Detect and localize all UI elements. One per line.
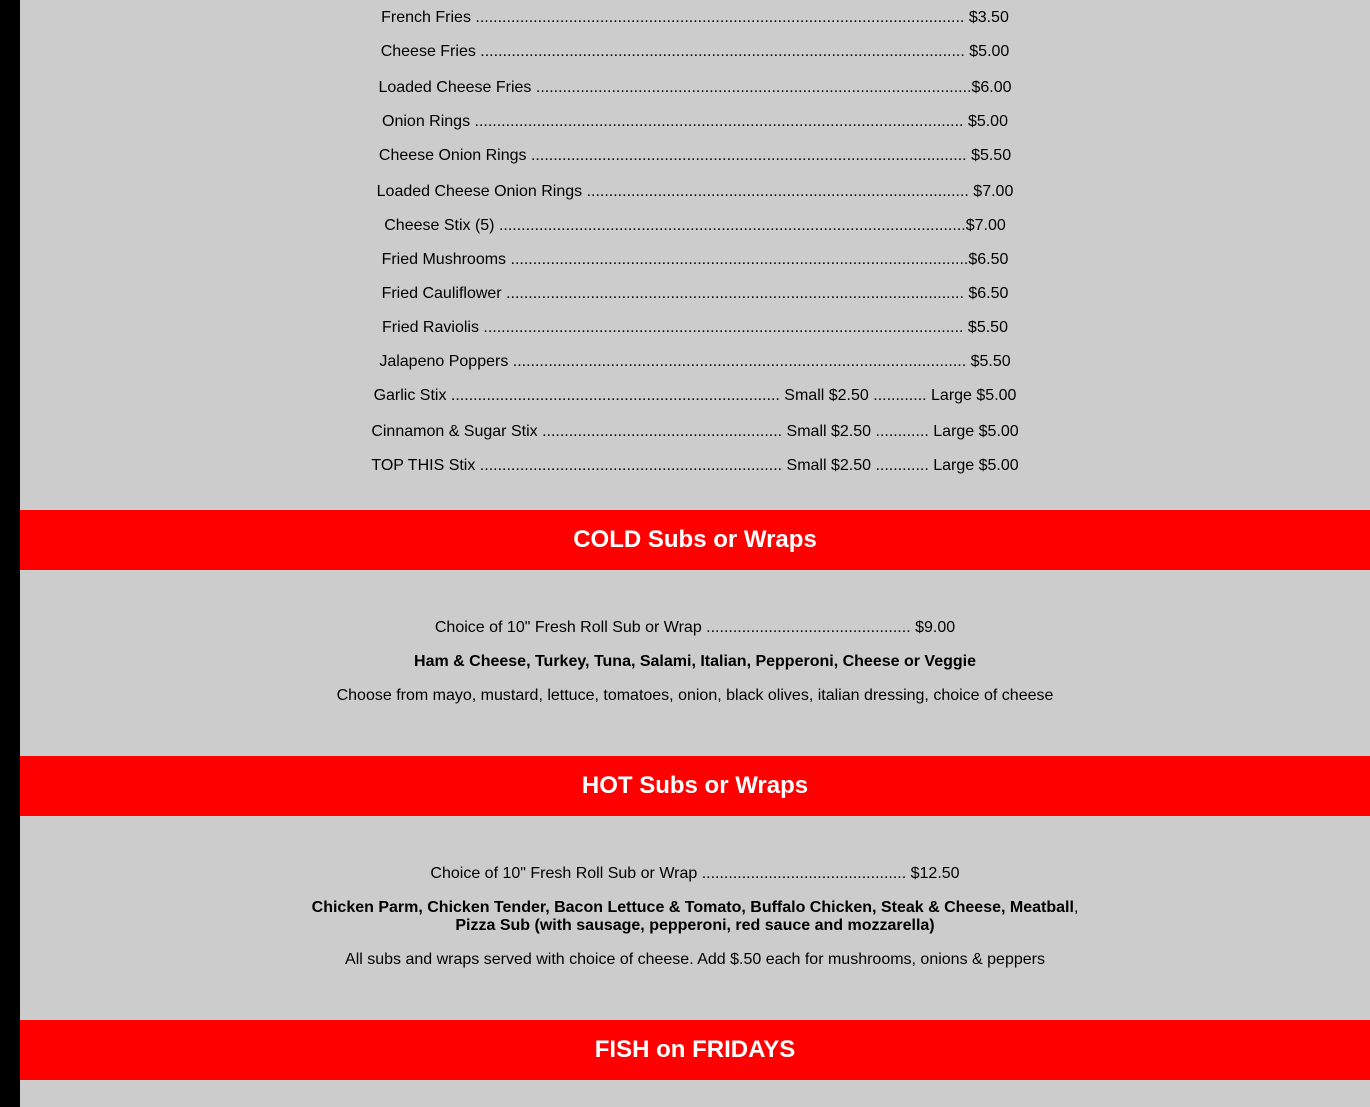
hot-subs-options-line2: Pizza Sub (with sausage, pepperoni, red sauce and mozzarella)	[455, 917, 935, 934]
hot-subs-options-line1: Chicken Parm, Chicken Tender, Bacon Lettuce & Tomato, Buffalo Chicken, Steak & Cheese, Meatball	[311, 899, 1074, 916]
menu-page	[20, 0, 1370, 1107]
cold-subs-options: Ham & Cheese, Turkey, Tuna, Salami, Italian, Pepperoni, Cheese or Veggie	[414, 653, 976, 670]
menu-item-fried-mushrooms: Fried Mushrooms .......................................................................................................$6.50	[381, 251, 1009, 268]
hot-subs-heading: HOT Subs or Wraps	[20, 756, 1370, 816]
menu-item-onion-rings: Onion Rings .............................................................................................................. $5.00	[382, 113, 1008, 130]
hot-subs-options-comma: ,	[1073, 899, 1079, 916]
menu-item-top-this-stix: TOP THIS Stix .................................................................... Small $2.50 ............ Large $5.00	[371, 457, 1019, 474]
menu-item-french-fries: French Fries .............................................................................................................. $3.50	[381, 9, 1009, 26]
menu-item-loaded-cheese-fries: Loaded Cheese Fries ..................................................................................................$6.00	[378, 79, 1012, 96]
menu-item-cheese-onion-rings: Cheese Onion Rings .................................................................................................. $5.50	[378, 147, 1012, 164]
menu-item-fried-cauliflower: Fried Cauliflower ....................................................................................................... $6.50	[381, 285, 1009, 302]
hot-subs-price: Choice of 10" Fresh Roll Sub or Wrap .............................................. $12.50	[430, 865, 960, 882]
menu-item-jalapeno-poppers: Jalapeno Poppers ...................................................................................................... $5.50	[379, 353, 1011, 370]
cold-subs-price: Choice of 10" Fresh Roll Sub or Wrap .............................................. $9.00	[434, 619, 956, 636]
fish-fridays-heading: FISH on FRIDAYS	[20, 1020, 1370, 1080]
menu-item-fried-raviolis: Fried Raviolis ............................................................................................................ $5.50	[382, 319, 1008, 336]
hot-subs-note: All subs and wraps served with choice of cheese. Add $.50 each for mushrooms, onions & peppers	[345, 951, 1045, 968]
menu-item-cheese-stix: Cheese Stix (5) .........................................................................................................$7.00	[384, 217, 1006, 234]
menu-item-garlic-stix: Garlic Stix .......................................................................... Small $2.50 ............ Large $5.00	[373, 387, 1017, 404]
menu-item-cinnamon-sugar-stix: Cinnamon & Sugar Stix ...................................................... Small $2.50 ............ Large $5.00	[371, 423, 1019, 440]
cold-subs-note: Choose from mayo, mustard, lettuce, tomatoes, onion, black olives, italian dressing, choice of cheese	[336, 687, 1054, 704]
menu-item-loaded-cheese-onion-rings: Loaded Cheese Onion Rings ...................................................................................... $7.00	[376, 183, 1014, 200]
cold-subs-heading: COLD Subs or Wraps	[20, 510, 1370, 570]
menu-item-cheese-fries: Cheese Fries ............................................................................................................. $5.00	[380, 43, 1010, 60]
hot-subs-options	[20, 899, 1370, 917]
